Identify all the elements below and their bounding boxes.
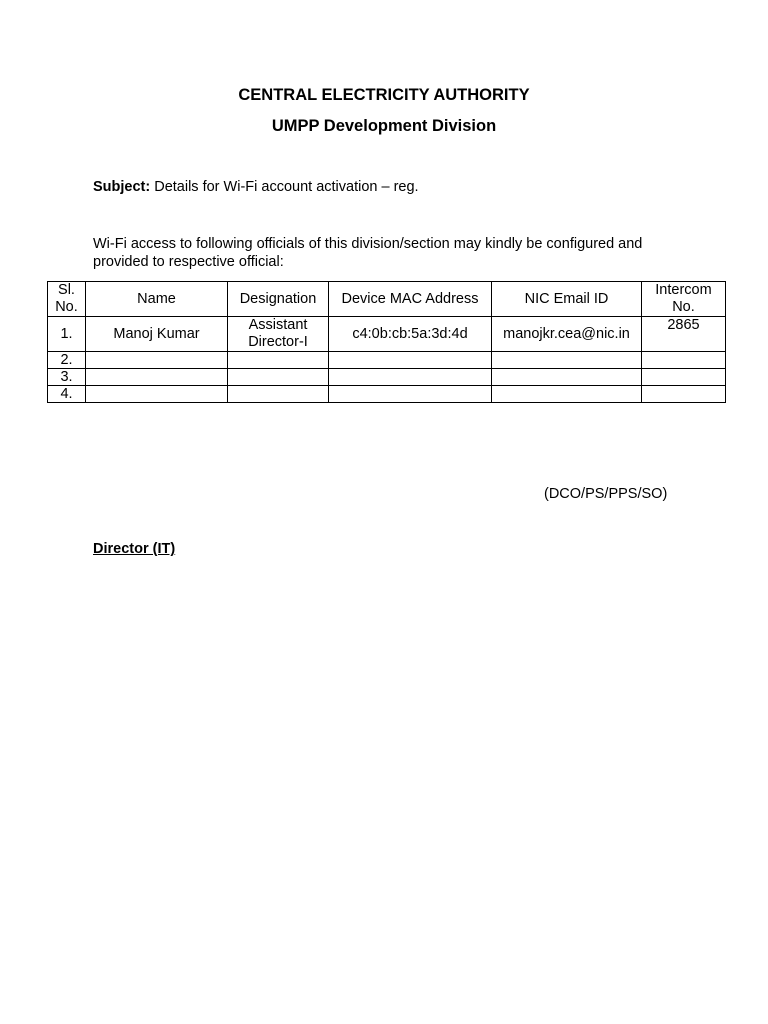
cell-name [86,352,228,369]
cell-email [492,386,642,403]
header-mac-address: Device MAC Address [329,282,492,317]
cell-mac-address [329,386,492,403]
cell-designation [228,369,329,386]
cell-intercom [642,386,726,403]
cell-name [86,386,228,403]
table-row [48,369,726,386]
cell-email [492,352,642,369]
signatory-title: Director (IT) [93,541,176,557]
intro-paragraph: Wi-Fi access to following officials of this division/section may kindly be configured and provided to respective official: [93,236,643,270]
officials-table [47,281,726,403]
table-header-row [48,282,726,317]
cell-intercom: 2865 [642,317,726,352]
division-title: UMPP Development Division [271,117,497,135]
header-sl-no: Sl. No. [48,282,86,317]
cell-email [492,369,642,386]
table-row [48,317,726,352]
table-row [48,352,726,369]
organization-title: CENTRAL ELECTRICITY AUTHORITY [238,86,530,104]
designation-label: (DCO/PS/PPS/SO) [544,486,668,502]
cell-sl-no: 2. [48,352,86,369]
cell-designation: Assistant Director-I [228,317,329,352]
cell-mac-address [329,352,492,369]
cell-name: Manoj Kumar [86,317,228,352]
cell-designation [228,386,329,403]
subject-line [93,179,419,195]
cell-mac-address [329,369,492,386]
subject-text: Details for Wi-Fi account activation – reg. [154,179,419,195]
header-designation: Designation [228,282,329,317]
header-email: NIC Email ID [492,282,642,317]
subject-label: Subject: [93,179,151,195]
cell-sl-no: 1. [48,317,86,352]
cell-name [86,369,228,386]
cell-intercom [642,369,726,386]
cell-sl-no: 4. [48,386,86,403]
header-intercom: Intercom No. [642,282,726,317]
cell-email: manojkr.cea@nic.in [492,317,642,352]
cell-sl-no: 3. [48,369,86,386]
header-name: Name [86,282,228,317]
table-row [48,386,726,403]
cell-mac-address: c4:0b:cb:5a:3d:4d [329,317,492,352]
cell-designation [228,352,329,369]
cell-intercom [642,352,726,369]
